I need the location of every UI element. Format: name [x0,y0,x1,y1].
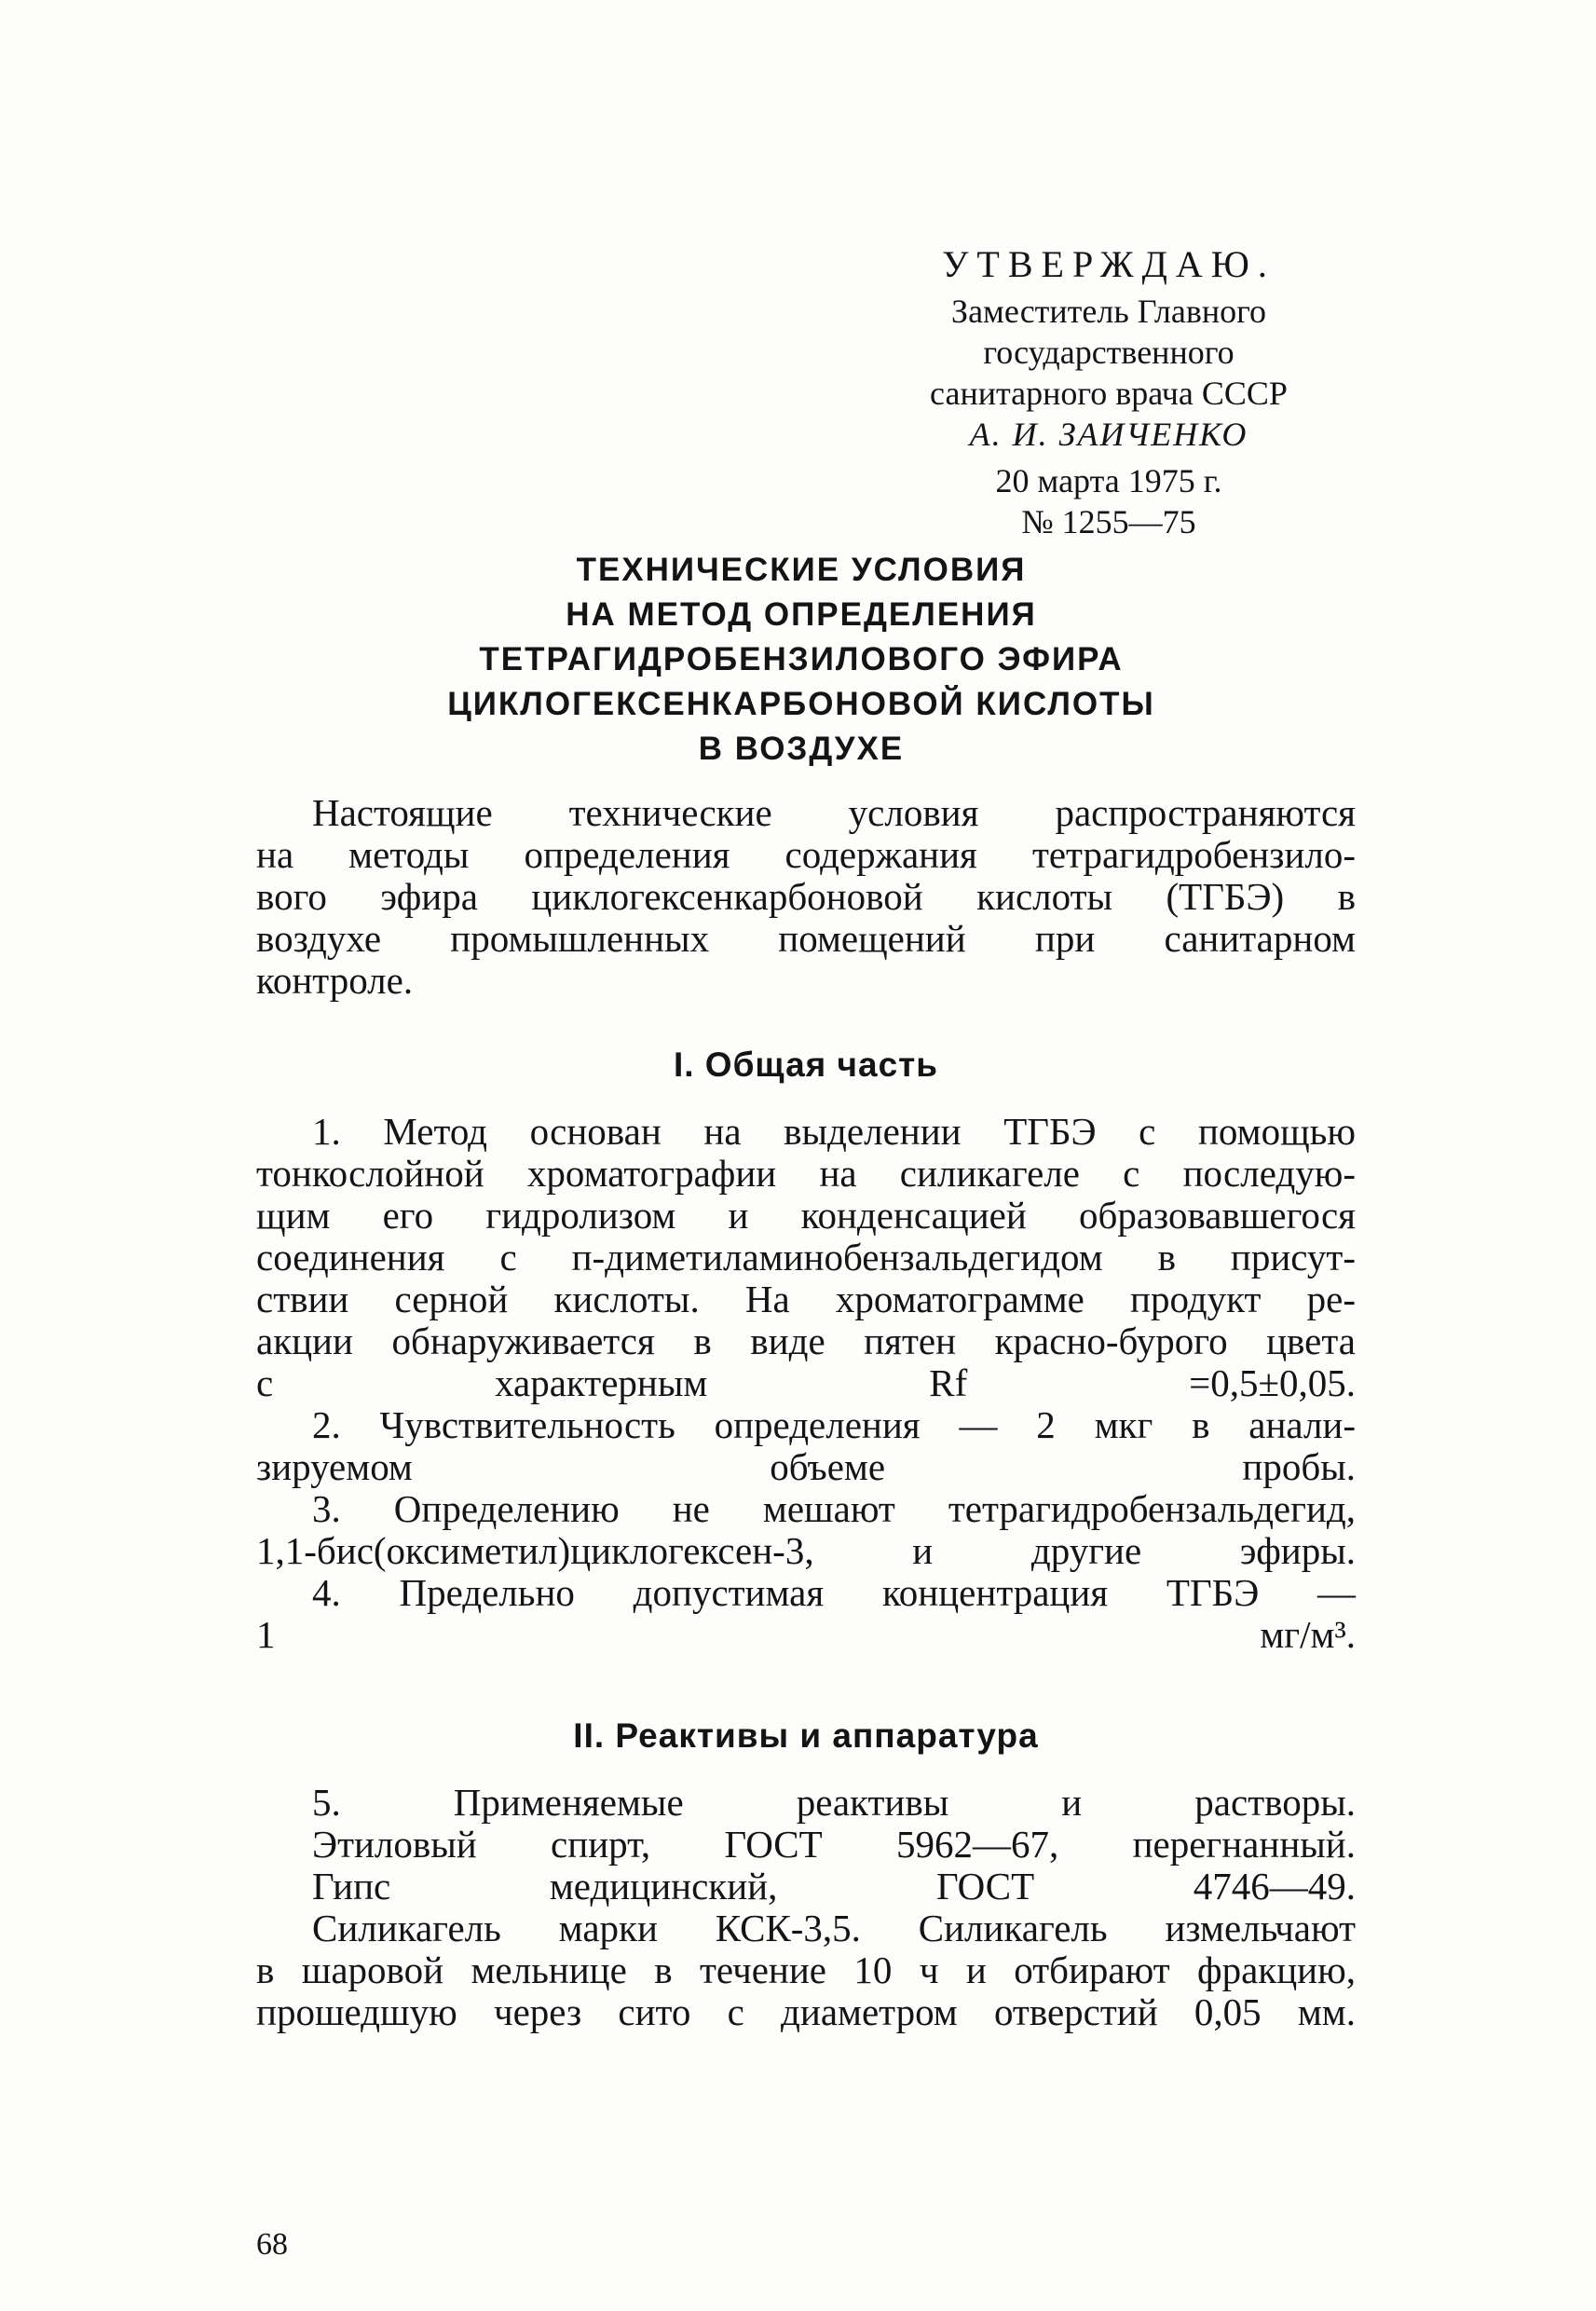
text-line: на методы определения содержания тетрагидробензило- [256,833,1356,876]
title-line: НА МЕТОД ОПРЕДЕЛЕНИЯ [566,596,1037,633]
intro-paragraph [256,792,1356,1002]
text-line: 3. Определению не мешают тетрагидробензальдегид, [312,1487,1356,1530]
paragraph-4 [256,1572,1356,1656]
text-line: ствии серной кислоты. На хроматограмме продукт ре- [256,1278,1356,1320]
text-line: Гипс медицинский, ГОСТ 4746—49. [312,1865,1356,1908]
approval-date: 20 марта 1975 г. [995,462,1222,499]
text-line: воздухе промышленных помещений при санитарном [256,917,1356,960]
approval-block [876,244,1342,542]
text-line: вого эфира циклогексенкарбоновой кислоты (ТГБЭ) в [256,875,1356,918]
section-heading: II. Реактивы и аппаратура [573,1716,1039,1755]
title-line: В ВОЗДУХЕ [698,731,905,767]
title-line: ТЕТРАГИДРОБЕНЗИЛОВОГО ЭФИРА [479,641,1124,677]
text-line: в шаровой мельнице в течение 10 ч и отбирают фракцию, [256,1949,1356,1991]
text-line: прошедшую через сито с диаметром отверстий 0,05 мм. [256,1990,1356,2033]
section-heading: I. Общая часть [673,1046,939,1084]
text-line: соединения с п-диметиламинобензальдегидом в присут- [256,1236,1356,1279]
text-line: зируемом объеме пробы. [256,1445,1356,1488]
text-line: щим его гидролизом и конденсацией образовавшегося [256,1194,1356,1237]
paragraph-3 [256,1488,1356,1572]
approval-position-line: Заместитель Главного [951,293,1266,330]
paragraph-1 [256,1111,1356,1404]
text-line: контроле. [256,959,414,1002]
approval-heading: УТВЕРЖДАЮ. [942,243,1275,285]
paragraph-2 [256,1404,1356,1488]
text-line: Настоящие технические условия распространяются [312,791,1356,834]
title-line: ТЕХНИЧЕСКИЕ УСЛОВИЯ [576,552,1027,588]
text-line: 2. Чувствительность определения — 2 мкг в анали- [312,1403,1356,1446]
text-line: тонкослойной хроматографии на силикагеле с последую- [256,1152,1356,1195]
approval-number: № 1255—75 [1021,503,1196,540]
text-line: 1 мг/м³. [256,1613,1356,1656]
text-line: 5. Применяемые реактивы и растворы. [312,1781,1356,1824]
approval-position-line: санитарного врача СССР [930,375,1288,412]
title-line: ЦИКЛОГЕКСЕНКАРБОНОВОЙ КИСЛОТЫ [447,686,1155,722]
text-line: с характерным Rf =0,5±0,05. [256,1361,1356,1404]
reagents-block [256,1782,1356,2033]
text-line: Этиловый спирт, ГОСТ 5962—67, перегнанный. [312,1823,1356,1866]
page-number: 68 [256,2227,288,2262]
text-line: акции обнаруживается в виде пятен красно-бурого цвета [256,1320,1356,1362]
approver-name: А. И. ЗАИЧЕНКО [969,416,1248,453]
text-line: 1. Метод основан на выделении ТГБЭ с помощью [312,1110,1356,1153]
text-line: 4. Предельно допустимая концентрация ТГБЭ — [312,1571,1356,1614]
document-title [280,548,1323,772]
text-line: Силикагель марки КСК-3,5. Силикагель измельчают [312,1907,1356,1949]
approval-position-line: государственного [983,334,1235,371]
text-line: 1,1-бис(оксиметил)циклогексен-3, и другие эфиры. [256,1529,1356,1572]
